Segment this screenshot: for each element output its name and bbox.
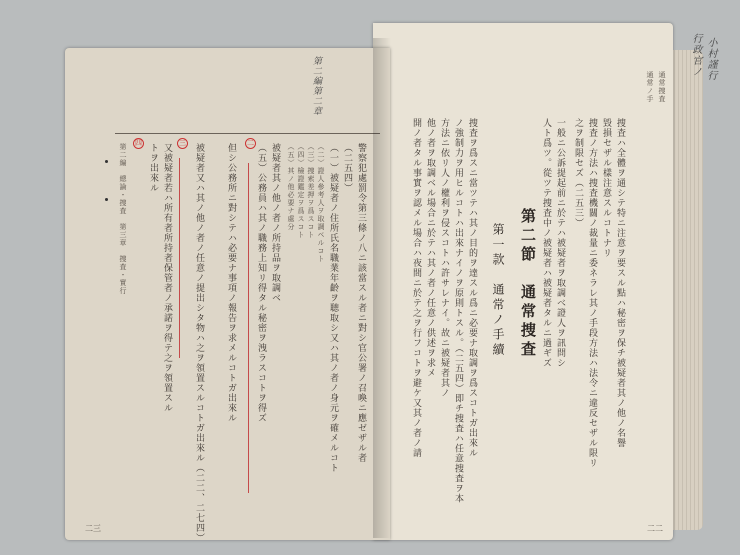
open-book <box>55 18 716 548</box>
left-page-number: 二三 <box>85 524 101 533</box>
annotation-circle-1: 二 <box>247 139 254 147</box>
left-handwriting: 第二編第二章 <box>311 56 321 116</box>
left-page <box>65 48 390 543</box>
right-page <box>373 23 716 540</box>
right-body-1: 毀損セザル樣注意スルコトナリ <box>601 118 611 258</box>
section-title: 第二節 通常捜査 <box>519 208 537 360</box>
left-body-1: （二五四） <box>342 143 352 193</box>
right-body-4: 一般ニ公訴提起前ニ於テハ被疑者ヲ取調べ證人ヲ訊問シ <box>555 118 565 368</box>
right-header-2: 通常ノ手 <box>646 71 654 103</box>
red-underline-2 <box>179 158 180 358</box>
margin-dot-1 <box>105 160 108 163</box>
left-body-0: 警察犯處罰令第三條ノ八ニ該當スル者ニ對シ官公署ノ召喚ニ應ゼザル者 <box>356 143 366 463</box>
left-body-9: 但シ公務所ニ對シテハ必要ナ事項ノ報告ヲ求メルコトガ出來ル <box>226 143 236 423</box>
left-body-2: （一）被疑者ノ住所氏名職業年齡ヲ聴取シ又ハ其ノ者ノ身元ヲ確メルコト <box>328 143 338 473</box>
left-footer: 第二編 總論・捜査 第三章 捜査・實行 <box>119 143 127 295</box>
annotation-circle-3: 四 <box>135 139 142 147</box>
left-body-3: （二）證人參考人ヲ取調ベルコト <box>317 143 325 263</box>
right-header-1: 通常捜査 <box>658 71 666 103</box>
right-body-7: ノ強制力ヲ用ヒルコトハ出來ナイノヲ原則トスル。（二五四）即チ捜査ハ任意捜査ヲ本 <box>453 118 463 504</box>
left-body-8: （五）公務員ハ其ノ職務上知リ得タル秘密ヲ洩ラスコトヲ得ズ <box>256 143 266 423</box>
right-body-6: 捜査ヲ爲スニ當ツテハ其ノ目的ヲ達スル爲ニ必要ナ取調ヲ爲スコトガ出來ル <box>467 118 477 458</box>
left-body-5: （四）檢證鑑定ヲ爲スコト <box>297 143 305 239</box>
left-body-10: 被疑者又ハ其ノ他ノ者ノ任意ノ提出シタ物ハ之ヲ領置スルコトガ出來ル（二二、二七四） <box>194 143 204 543</box>
right-body-2: 捜査ノ方法ハ捜査機關ノ裁量ニ委ネラレ其ノ手段方法ハ法令ニ違反セザル限リ <box>587 118 597 468</box>
header-rule <box>115 133 380 134</box>
annotation-circle-2: 三 <box>179 139 186 147</box>
right-body-5: 人ト爲ツ。從ツテ捜査中ノ被疑者ハ被疑者タルニ過ギズ <box>541 118 551 368</box>
article-title: 第一款 通常ノ手續 <box>491 223 505 358</box>
right-body-8: 方法ニ依リ人ノ權利ヲ侵スコトハ許サレナイ。故ニ被疑者其ノ <box>439 118 449 398</box>
left-body-7: 被疑者其ノ他ノ者ノ所持品ヲ取調ベ <box>270 143 280 303</box>
red-underline-1 <box>248 163 249 493</box>
right-body-0: 捜査ハ全體ヲ通シテ特ニ注意ヲ要スル點ハ秘密ヲ保チ被疑者其ノ他ノ名譽 <box>615 118 625 448</box>
right-handwriting-2: 小村謹行 <box>705 37 716 81</box>
margin-dot-2 <box>105 198 108 201</box>
right-page-number: 二二 <box>647 524 663 533</box>
right-handwriting-1: 行政官ノ <box>690 33 701 77</box>
right-body-9: 他ノ者ヲ取調ベル場合ニ於テハ其ノ者ノ任意ノ供述ヲ求メ <box>425 118 435 378</box>
left-body-12: トヲ出來ル <box>148 143 158 193</box>
left-body-4: （三）捜索差押ヲ爲スコト <box>307 143 315 239</box>
right-body-10: 開ノ者タル事實ヲ認メル場合ハ夜間ニ於テ之ヲ行フコトヲ避ケ又其ノ者ノ請 <box>411 118 421 458</box>
book-gutter <box>373 38 391 538</box>
left-body-6: （五）其ノ他必要ナ處分 <box>287 143 295 231</box>
left-body-11: 又被疑者若ハ所有者所持者保管者ノ承諾ヲ得テ之ヲ領置スル <box>162 143 172 413</box>
right-body-3: 之ヲ制限セズ（二五三） <box>573 118 583 228</box>
